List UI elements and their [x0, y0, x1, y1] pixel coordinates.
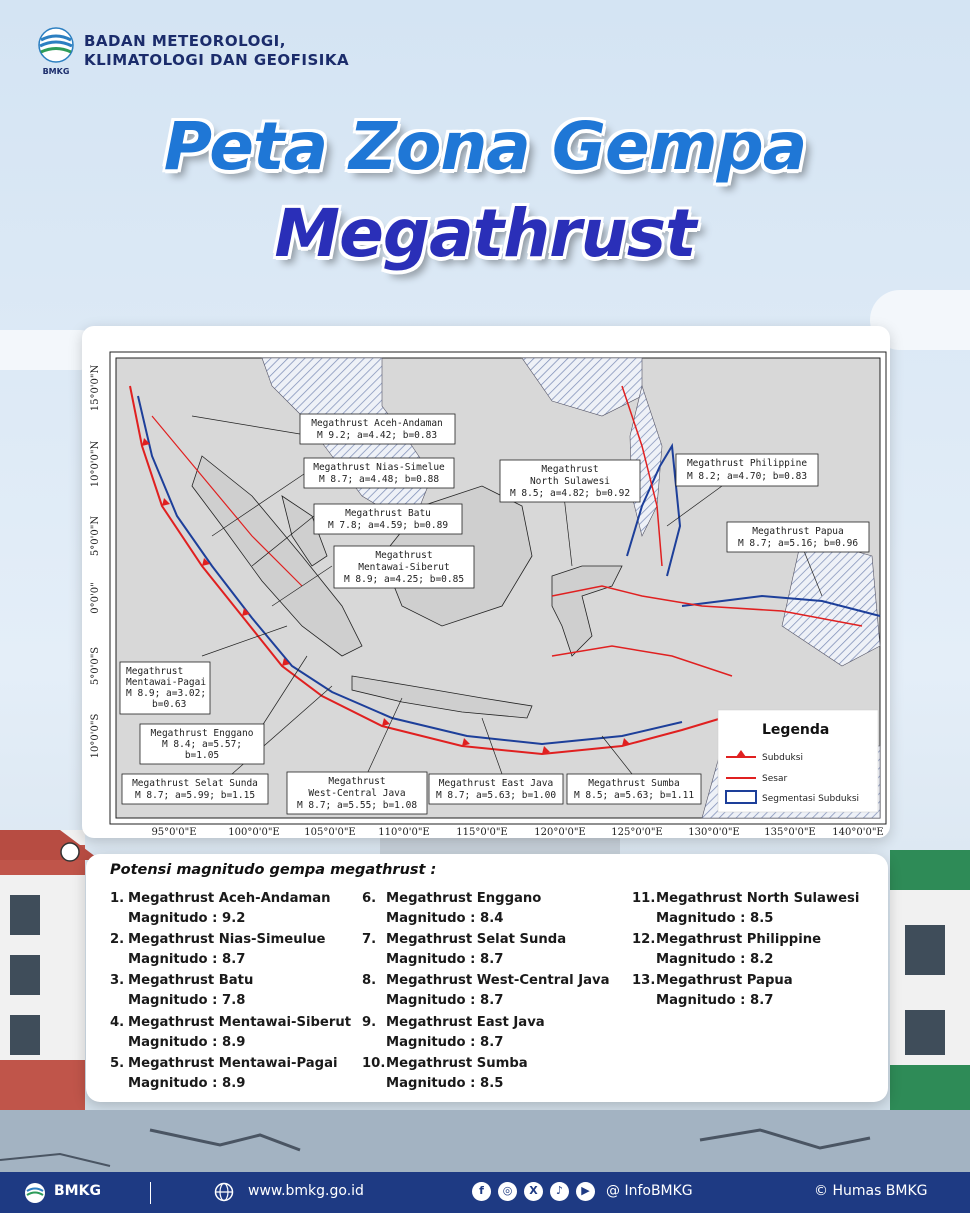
item-number: 10.	[362, 1055, 386, 1071]
zone-label-line: M 8.9; a=4.25; b=0.85	[343, 574, 465, 585]
x-icon[interactable]: X	[524, 1182, 543, 1201]
bmkg-footer-logo-icon	[24, 1182, 46, 1204]
zone-label-line: Megathrust Batu	[345, 508, 431, 519]
item-number: 9.	[362, 1014, 377, 1030]
header	[36, 26, 349, 76]
list-item	[632, 891, 882, 932]
item-magnitude: Magnitudo : 8.7	[386, 952, 504, 968]
list-item	[362, 932, 624, 973]
tiktok-icon[interactable]: ♪	[550, 1182, 569, 1201]
zone-label-line: M 8.9; a=3.02;	[126, 688, 207, 699]
logo-text: BMKG	[42, 67, 70, 76]
footer-credit: © Humas BMKG	[814, 1183, 928, 1199]
zone-label-line: Megathrust	[541, 464, 599, 475]
item-name: Megathrust West-Central Java	[386, 973, 610, 989]
item-magnitude: Magnitudo : 9.2	[128, 911, 246, 926]
lat-label: 0°0'0"	[90, 582, 101, 614]
legend-title: Legenda	[762, 722, 830, 738]
footer	[0, 1172, 970, 1213]
item-name: Megathrust Selat Sunda	[386, 932, 567, 948]
list-column-1	[110, 891, 372, 1097]
zone-label-sumba	[567, 774, 701, 804]
zone-label-selat-sunda	[122, 774, 268, 804]
list-item	[110, 973, 372, 1014]
zone-label-line: Megathrust Enggano	[150, 728, 254, 739]
org-name-line2: KLIMATOLOGI DAN GEOFISIKA	[84, 51, 350, 69]
zone-label-line: M 8.5; a=5.63; b=1.11	[573, 790, 695, 801]
item-name: Megathrust Mentawai-Pagai	[128, 1055, 338, 1071]
megathrust-map	[82, 326, 890, 838]
map-svg	[82, 326, 890, 838]
zone-label-east-java	[429, 774, 563, 804]
zone-label-line: M 8.7; a=5.16; b=0.96	[737, 538, 859, 549]
footer-brand: BMKG	[54, 1183, 101, 1199]
zone-label-line: Megathrust Sumba	[588, 778, 680, 789]
lat-label: 5°0'0"S	[90, 646, 101, 686]
zone-label-papua	[727, 522, 869, 552]
magnitude-list-card	[86, 854, 888, 1102]
item-number: 4.	[110, 1014, 125, 1030]
item-number: 7.	[362, 932, 377, 948]
zone-label-line: M 9.2; a=4.42; b=0.83	[316, 430, 438, 441]
lon-label: 130°0'0"E	[688, 827, 740, 838]
lat-label: 10°0'0"S	[90, 713, 101, 759]
item-magnitude: Magnitudo : 8.5	[386, 1075, 504, 1091]
zone-label-line: Megathrust	[375, 550, 433, 561]
zone-label-line: Mentawai-Siberut	[358, 562, 450, 573]
item-number: 1.	[110, 891, 125, 906]
legend-item: Segmentasi Subduksi	[762, 794, 860, 804]
item-number: 8.	[362, 973, 377, 989]
zone-label-line: Megathrust Aceh-Andaman	[311, 418, 443, 429]
list-item	[110, 891, 372, 932]
bmkg-logo-icon	[36, 26, 76, 76]
list-item	[632, 932, 882, 973]
zone-label-line: Megathrust Philippine	[686, 458, 808, 469]
zone-label-line: Megathrust	[126, 666, 184, 677]
item-number: 2.	[110, 932, 125, 948]
zone-label-line: M 8.7; a=5.99; b=1.15	[134, 790, 256, 801]
item-name: Megathrust Aceh-Andaman	[128, 891, 331, 906]
lon-label: 95°0'0"E	[151, 827, 197, 838]
list-item	[362, 973, 624, 1014]
zone-label-west-central-java	[287, 772, 427, 814]
zone-label-line: M 7.8; a=4.59; b=0.89	[327, 520, 449, 531]
item-name: Megathrust Papua	[656, 973, 793, 989]
zone-label-north-sulawesi	[500, 460, 640, 502]
zone-label-line: Megathrust East Java	[438, 778, 554, 789]
zone-label-line: b=0.63	[152, 699, 187, 710]
zone-label-philippine	[676, 454, 818, 486]
item-magnitude: Magnitudo : 8.9	[128, 1034, 246, 1050]
zone-label-line: M 8.5; a=4.82; b=0.92	[509, 488, 631, 499]
zone-label-line: M 8.7; a=5.55; b=1.08	[296, 800, 418, 811]
lon-label: 105°0'0"E	[304, 827, 356, 838]
page-title-line1: Peta Zona Gempa	[163, 108, 807, 185]
list-item	[110, 1056, 372, 1097]
item-number: 5.	[110, 1055, 125, 1071]
list-item	[362, 1056, 624, 1097]
latitude-labels	[90, 364, 101, 758]
footer-website-link[interactable]: www.bmkg.go.id	[248, 1183, 364, 1199]
list-item	[632, 973, 882, 1014]
lon-label: 100°0'0"E	[228, 827, 280, 838]
lon-label: 125°0'0"E	[611, 827, 663, 838]
footer-handle[interactable]: @ InfoBMKG	[606, 1183, 693, 1199]
legend-item: Subduksi	[762, 753, 803, 763]
list-item	[110, 932, 372, 973]
item-magnitude: Magnitudo : 8.7	[128, 952, 246, 968]
item-magnitude: Magnitudo : 8.2	[656, 952, 774, 968]
zone-label-batu	[314, 504, 462, 534]
item-number: 11.	[632, 891, 656, 906]
item-number: 12.	[632, 932, 656, 948]
zone-label-enggano	[140, 724, 264, 764]
facebook-icon[interactable]: f	[472, 1182, 491, 1201]
item-magnitude: Magnitudo : 8.7	[386, 993, 504, 1009]
map-legend	[718, 710, 878, 812]
item-name: Megathrust Philippine	[656, 932, 822, 948]
list-item	[362, 1015, 624, 1056]
item-name: Megathrust Mentawai-Siberut	[128, 1014, 352, 1030]
youtube-icon[interactable]: ▶	[576, 1182, 595, 1201]
list-item	[110, 1015, 372, 1056]
legend-item: Sesar	[762, 774, 788, 784]
lat-label: 15°0'0"N	[90, 364, 101, 412]
list-column-2	[362, 891, 624, 1097]
item-magnitude: Magnitudo : 8.7	[656, 993, 774, 1009]
item-name: Megathrust Sumba	[386, 1055, 528, 1071]
item-number: 3.	[110, 973, 125, 989]
item-name: Megathrust North Sulawesi	[656, 891, 860, 906]
lon-label: 120°0'0"E	[534, 827, 586, 838]
lat-label: 5°0'0"N	[90, 515, 101, 557]
org-name-line1: BADAN METEOROLOGI,	[84, 32, 286, 50]
zone-label-line: North Sulawesi	[529, 476, 611, 487]
item-magnitude: Magnitudo : 8.9	[128, 1075, 246, 1091]
lat-label: 10°0'0"N	[90, 440, 101, 488]
item-number: 6.	[362, 891, 377, 906]
zone-label-line: M 8.7; a=4.48; b=0.88	[318, 474, 440, 485]
instagram-icon[interactable]: ◎	[498, 1182, 517, 1201]
zone-label-line: M 8.2; a=4.70; b=0.83	[686, 471, 808, 482]
zone-label-line: b=1.05	[184, 750, 220, 761]
list-item	[362, 891, 624, 932]
lon-label: 115°0'0"E	[456, 827, 508, 838]
lon-label: 110°0'0"E	[378, 827, 430, 838]
item-magnitude: Magnitudo : 8.4	[386, 911, 504, 926]
zone-label-line: M 8.7; a=5.63; b=1.00	[435, 790, 557, 801]
item-magnitude: Magnitudo : 8.7	[386, 1034, 504, 1050]
item-magnitude: Magnitudo : 7.8	[128, 993, 246, 1009]
lon-label: 135°0'0"E	[764, 827, 816, 838]
item-number: 13.	[632, 973, 656, 989]
zone-label-mentawai-pagai	[120, 662, 210, 714]
zone-label-aceh-andaman	[300, 414, 455, 444]
item-name: Megathrust Enggano	[386, 891, 542, 906]
zone-label-line: Megathrust Papua	[752, 526, 844, 537]
globe-icon	[214, 1182, 234, 1202]
footer-divider	[150, 1182, 151, 1204]
zone-label-mentawai-siberut	[334, 546, 474, 588]
list-column-3	[632, 891, 882, 1015]
cracked-ground	[0, 1110, 970, 1172]
zone-label-nias-simelue	[304, 458, 454, 488]
zone-label-line: Megathrust	[328, 776, 386, 787]
page-title-line2: Megathrust	[274, 195, 696, 272]
zone-label-line: Mentawai-Pagai	[126, 677, 207, 688]
zone-label-line: West-Central Java	[308, 788, 406, 799]
item-name: Megathrust Nias-Simeulue	[128, 932, 326, 948]
list-title: Potensi magnitudo gempa megathrust :	[110, 862, 437, 878]
zone-label-line: Megathrust Selat Sunda	[132, 778, 258, 789]
longitude-labels	[151, 827, 883, 838]
zone-label-line: Megathrust Nias-Simelue	[313, 462, 445, 473]
item-name: Megathrust East Java	[386, 1014, 545, 1030]
item-magnitude: Magnitudo : 8.5	[656, 911, 774, 926]
zone-label-line: M 8.4; a=5.57;	[161, 739, 243, 750]
item-name: Megathrust Batu	[128, 973, 254, 989]
lon-label: 140°0'0"E	[832, 827, 884, 838]
